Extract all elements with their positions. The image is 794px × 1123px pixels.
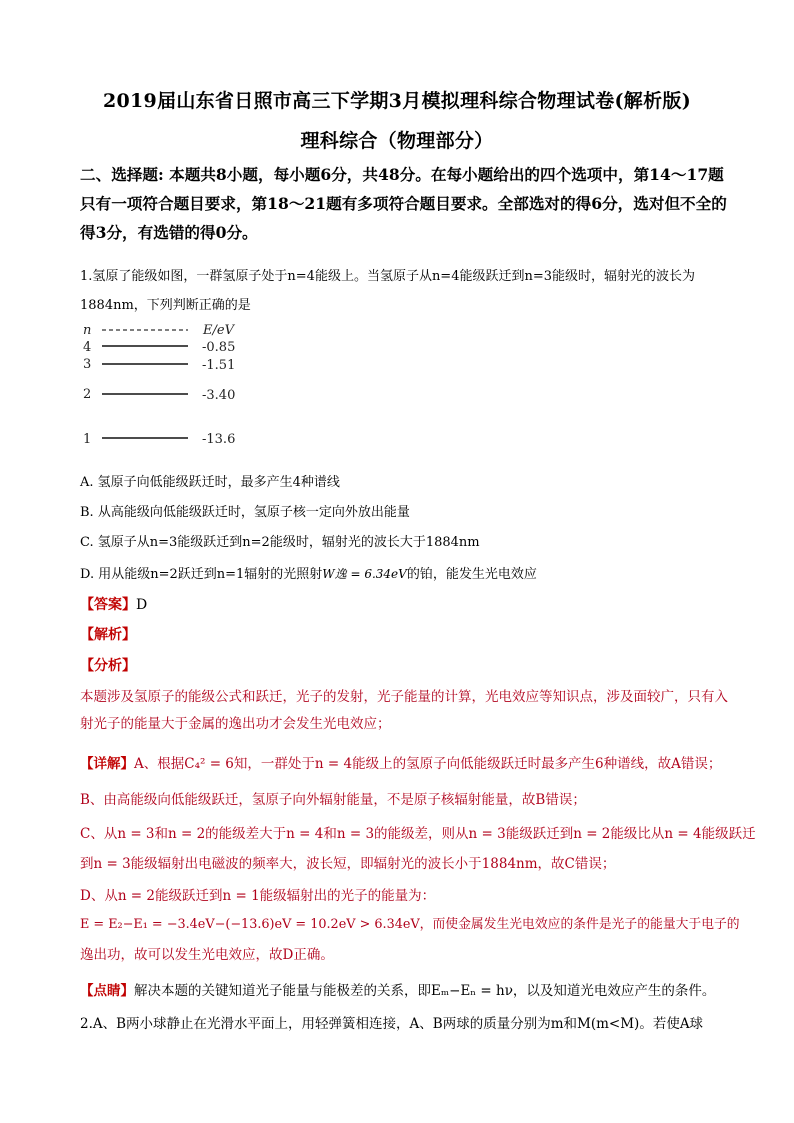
option-d [80, 563, 537, 582]
fenxi-text: 本题涉及氢原子的能级公式和跃迁，光子的发射，光子能量的计算，光电效应等知识点，涉及面较广，只有入射光子的能量大于金属的逸出功才会发生光电效应； [80, 689, 728, 732]
level-1-e: -13.6 [202, 432, 236, 447]
option-a: A. 氢原子向低能级跃迁时，最多产生4种谱线 [80, 475, 340, 490]
detail-c-line-2: 到n = 3能级辐射出电磁波的频率大，波长短，即辐射光的波长小于1884nm，故C错误； [80, 856, 616, 872]
level-3-e: -1.51 [202, 358, 236, 373]
diagram-header-n: n [83, 323, 92, 338]
dianjing-label: 【点睛】 [80, 983, 134, 999]
detail-d-line-2: E = E₂−E₁ = −3.4eV−(−13.6)eV = 10.2eV > 6.34eV，而使金属发生光电效应的条件是光子的能量大于电子的 [80, 917, 740, 932]
detail-d-line-1: D、从n = 2能级跃迁到n = 1能级辐射出的光子的能量为： [80, 888, 436, 904]
level-2-e: -3.40 [202, 388, 236, 403]
section-header: 二、选择题: 本题共8小题，每小题6分，共48分。在每小题给出的四个选项中，第14～17题只有一项符合题目要求，第18～21题有多项符合题目要求。全部选对的得6分，选对但不全的得3分，有选错的得0分。 [80, 165, 727, 242]
level-4-e: -0.85 [202, 340, 236, 355]
fenxi-label: 【分析】 [80, 658, 136, 674]
dianjing-text: 解决本题的关键知道光子能量与能极差的关系，即Eₘ−Eₙ = hν，以及知道光电效应产生的条件。 [134, 983, 716, 999]
detail-label: 【详解】 [80, 756, 134, 772]
option-d-suffix: 的铂，能发生光电效应 [406, 567, 537, 582]
dianjing-line [80, 979, 715, 999]
option-b: B. 从高能级向低能级跃迁时，氢原子核一定向外放出能量 [80, 505, 410, 520]
level-2-n: 2 [83, 387, 92, 402]
document-title: 2019届山东省日照市高三下学期3月模拟理科综合物理试卷(解析版) [103, 90, 691, 112]
level-4-n: 4 [83, 340, 92, 355]
question-2-stem: 2.A、B两小球静止在光滑水平面上，用轻弹簧相连接，A、B两球的质量分别为m和M(m<M)。若使A球 [80, 1016, 704, 1032]
detail-d-line-3: 逸出功，故可以发生光电效应，故D正确。 [80, 947, 334, 963]
document-subtitle: 理科综合（物理部分） [300, 130, 494, 152]
level-3-n: 3 [83, 357, 92, 372]
answer-line [80, 594, 147, 614]
analysis-label: 【解析】 [80, 627, 136, 643]
option-d-math: W逸 = 6.34eV [322, 567, 407, 581]
option-d-prefix: D. 用从能级n=2跃迁到n=1辐射的光照射 [80, 567, 323, 582]
detail-a-text: A、根据C₄² = 6知，一群处于n = 4能级上的氢原子向低能级跃迁时最多产生6种谱线，故A错误； [134, 756, 722, 772]
option-c: C. 氢原子从n=3能级跃迁到n=2能级时，辐射光的波长大于1884nm [80, 535, 480, 550]
answer-value: D [136, 597, 148, 613]
energy-level-diagram [80, 318, 240, 453]
question-1-stem: 1.氢原了能级如图，一群氢原子处于n=4能级上。当氢原子从n=4能级跃迁到n=3能级时，辐射光的波长为1884nm，下列判断正确的是 [80, 269, 696, 313]
level-1-n: 1 [83, 432, 92, 447]
detail-c-line-1: C、从n = 3和n = 2的能级差大于n = 4和n = 3的能级差，则从n = 3能级跃迁到n = 2能级比从n = 4能级跃迁 [80, 826, 756, 842]
detail-b-text: B、由高能级向低能级跃迁，氢原子向外辐射能量，不是原子核辐射能量，故B错误； [80, 792, 586, 808]
diagram-header-e: E/eV [203, 323, 234, 338]
answer-label: 【答案】 [80, 597, 136, 613]
detail-a-line [80, 752, 721, 772]
